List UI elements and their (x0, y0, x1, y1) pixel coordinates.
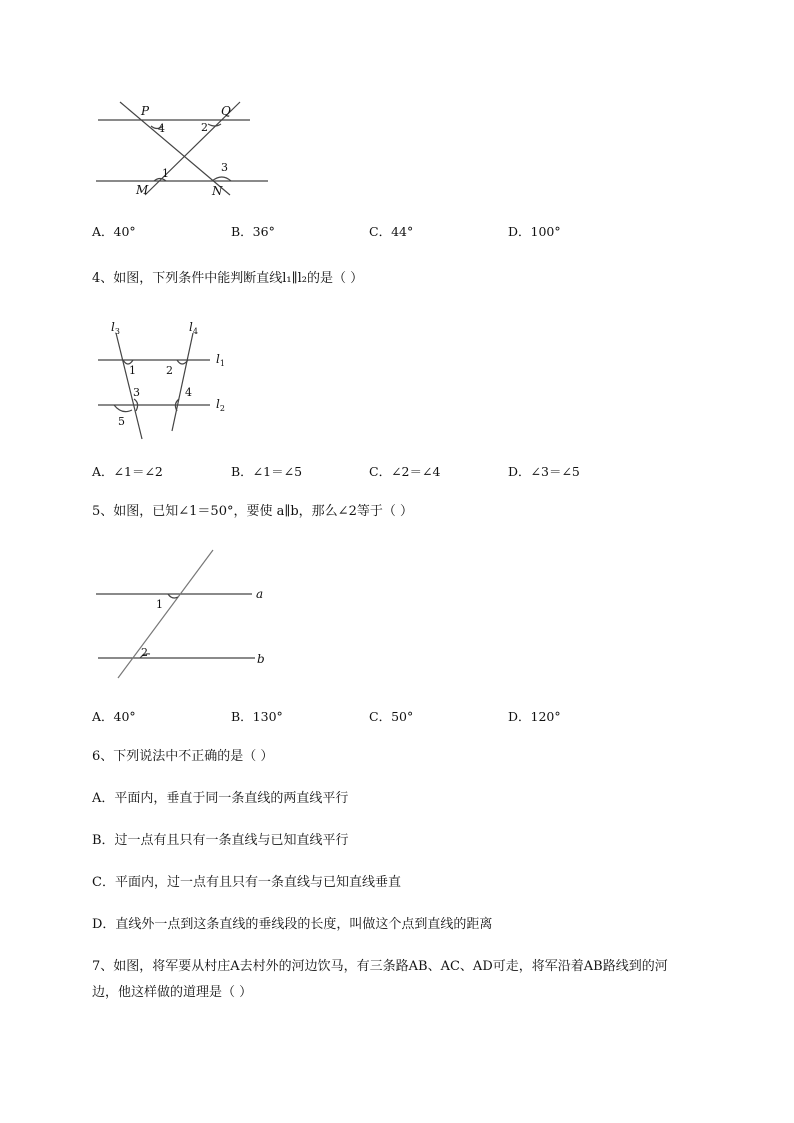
q4-line-l4 (172, 333, 193, 431)
q3-label-m: M (136, 183, 149, 197)
q4-option-c: C．∠2＝∠4 (369, 464, 441, 479)
q4-label-l4: $l_4$ (189, 320, 198, 336)
q3-option-d: D．100° (508, 224, 561, 239)
q5-option-b: B．130° (231, 709, 283, 724)
q5-label-b: b (257, 652, 265, 666)
q5-option-d: D．120° (508, 709, 561, 724)
q6-option-a: A．平面内，垂直于同一条直线的两直线平行 (92, 791, 349, 806)
q3-angle-1: 1 (162, 167, 169, 180)
q4-angle-5: 5 (118, 415, 125, 428)
q3-label-q: Q (221, 104, 231, 118)
q4-option-a: A．∠1＝∠2 (92, 464, 163, 479)
q3-label-p: P (141, 104, 150, 118)
q4-prompt: 4、如图，下列条件中能判断直线l₁∥l₂的是（ ） (92, 271, 364, 286)
q7-prompt-line1: 7、如图，将军要从村庄A去村外的河边饮马，有三条路AB、AC、AD可走，将军沿着AB路线到的河 (92, 959, 668, 974)
q4-option-d: D．∠3＝∠5 (508, 464, 580, 479)
q5-figure (92, 545, 282, 685)
q4-figure (92, 315, 242, 445)
q4-angle-1: 1 (129, 364, 136, 377)
q3-angle-3: 3 (221, 161, 228, 174)
q4-angle-3: 3 (133, 386, 140, 399)
q5-option-c: C．50° (369, 709, 414, 724)
q5-prompt: 5、如图，已知∠1＝50°，要使 a∥b，那么∠2等于（ ） (92, 504, 413, 519)
q5-label-a: a (256, 587, 264, 601)
q4-label-l2: $l_2$ (216, 397, 225, 413)
q3-option-c: C．44° (369, 224, 414, 239)
q3-option-b: B．36° (231, 224, 275, 239)
q3-label-n: N (212, 184, 223, 198)
q5-angle-2: 2 (141, 646, 148, 659)
q4-angle-2: 2 (166, 364, 173, 377)
q4-option-b: B．∠1＝∠5 (231, 464, 303, 479)
q6-option-d: D．直线外一点到这条直线的垂线段的长度，叫做这个点到直线的距离 (92, 917, 493, 932)
q4-label-l3: $l_3$ (111, 320, 120, 336)
q4-angle-4: 4 (185, 386, 192, 399)
q4-label-l1: $l_1$ (216, 352, 225, 368)
q3-option-a: A．40° (92, 224, 136, 239)
q5-option-a: A．40° (92, 709, 136, 724)
q6-prompt: 6、下列说法中不正确的是（ ） (92, 749, 274, 764)
q3-angle-4: 4 (158, 122, 165, 135)
q3-figure (90, 95, 280, 205)
q5-angle-1: 1 (156, 598, 163, 611)
q3-angle-2: 2 (201, 121, 208, 134)
q6-option-b: B．过一点有且只有一条直线与已知直线平行 (92, 833, 349, 848)
q5-transversal (118, 550, 213, 678)
q6-option-c: C．平面内，过一点有且只有一条直线与已知直线垂直 (92, 875, 401, 890)
q7-prompt-line2: 边，他这样做的道理是（ ） (92, 985, 253, 1000)
